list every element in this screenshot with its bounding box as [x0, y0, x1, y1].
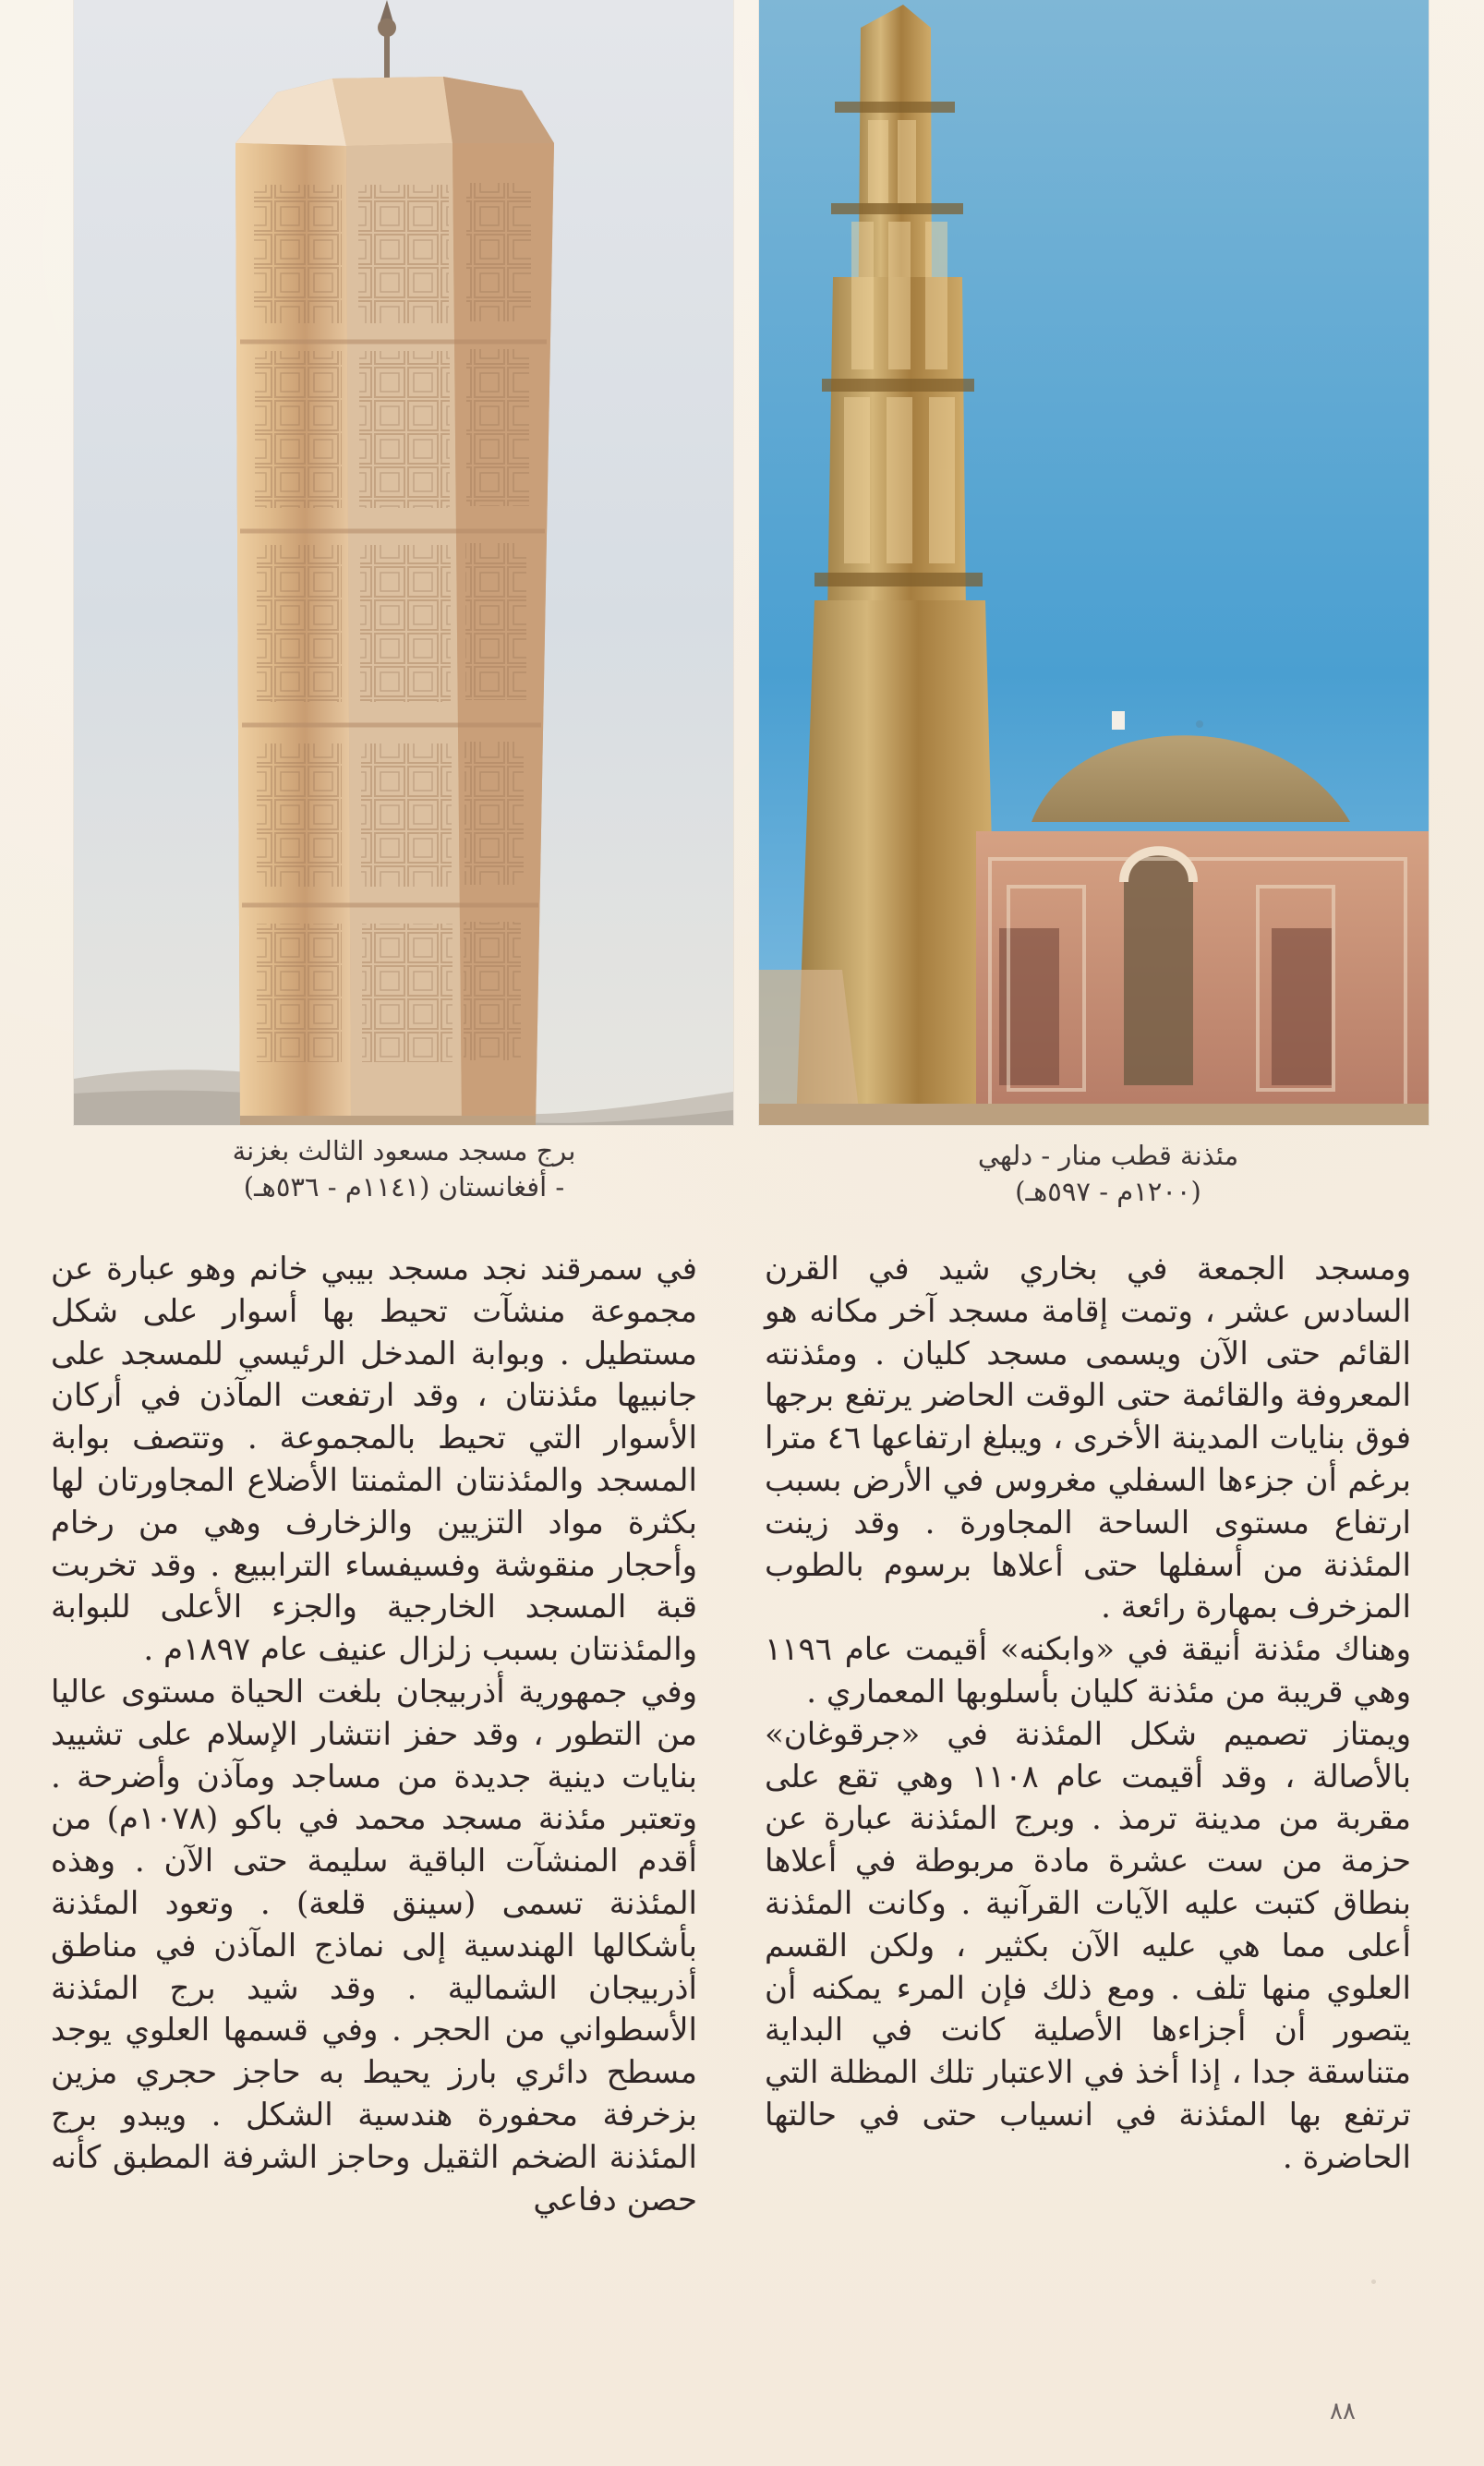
- scan-speck: [1196, 720, 1203, 728]
- scan-speck: [109, 1393, 115, 1398]
- right-photo-caption: [887, 1138, 1330, 1210]
- left-paragraph-1: في سمرقند نجد مسجد بيبي خانم وهو عبارة عن مجموعة منشآت تحيط بها أسوار على شكل مستطيل . وبوابة المدخل الرئيسي للمسجد على جانبيها مئذنتان ، وقد ارتفعت المآذن في أركان الأسوار التي تحيط بالمجموعة . وتتصف بوابة المسجد والمئذنتان المثمنتا الأضلاع المجاورتان لها بكثرة مواد التزيين والزخارف وهي من رخام وأحجار منقوشة وفسيفساء التراببيع . وقد تخربت قبة المسجد الخارجية والجزء الأعلى للبوابة والمئذنتان بسبب زلزال عنيف عام ١٨٩٧م .: [51, 1251, 697, 1669]
- right-caption-line-1: مئذنة قطب منار - دلهي: [977, 1140, 1239, 1171]
- left-text-column: [51, 1249, 697, 2221]
- left-photo-caption: [106, 1133, 702, 1205]
- page-number: ٨٨: [1330, 2398, 1356, 2425]
- right-photo-qutb-minar: [759, 0, 1429, 1125]
- left-caption-line-2: - أفغانستان (١١٤١م - ٥٣٦هـ): [243, 1171, 565, 1203]
- ghazni-tower-illustration: [74, 0, 733, 1125]
- right-paragraph-2: وهناك مئذنة أنيقة في «وابكنه» أقيمت عام ١١٩٦ وهي قريبة من مئذنة كليان بأسلوبها المعماري .: [765, 1631, 1411, 1710]
- right-paragraph-1: ومسجد الجمعة في بخاري شيد في القرن السادس عشر ، وتمت إقامة مسجد آخر مكانه هو القائم حتى الآن ويسمى مسجد كليان . ومئذنته المعروفة والقائمة حتى الوقت الحاضر يرتفع برجها فوق بنايات المدينة الأخرى ، ويبلغ ارتفاعها ٤٦ مترا برغم أن جزءها السفلي مغروس في الأرض بسبب ارتفاع مستوى الساحة المجاورة . وقد زينت المئذنة من أسفلها حتى أعلاها برسوم بالطوب المزخرف بمهارة رائعة .: [765, 1251, 1411, 1626]
- left-photo-ghazni-minaret: [74, 0, 733, 1125]
- scan-speck: [1371, 2279, 1376, 2284]
- right-text-column: [765, 1249, 1411, 2180]
- right-caption-line-2: (١٢٠٠م - ٥٩٧هـ): [1015, 1176, 1201, 1207]
- left-caption-line-1: برج مسجد مسعود الثالث بغزنة: [232, 1135, 576, 1167]
- right-paragraph-3: ويمتاز تصميم شكل المئذنة في «جرقوغان» بالأصالة ، وقد أقيمت عام ١١٠٨ وهي تقع على مقربة من مدينة ترمذ . وبرج المئذنة عبارة عن حزمة من ست عشرة مادة مربوطة في أعلاها بنطاق كتبت عليه الآيات القرآنية . وكانت المئذنة أعلى مما هي عليه الآن بكثير ، ولكن القسم العلوي منها تلف . ومع ذلك فإن المرء يمكنه أن يتصور أن أجزاءها الأصلية كانت في البداية متناسقة جدا ، إذا أخذ في الاعتبار تلك المظلة التي ترتفع بها المئذنة في انسياب حتى في حالتها الحاضرة .: [765, 1715, 1412, 2176]
- qutb-minar-illustration: [759, 0, 1429, 1125]
- left-paragraph-2: وفي جمهورية أذربيجان بلغت الحياة مستوى عاليا من التطور ، وقد حفز انتشار الإسلام على تشييد بنايات دينية جديدة من مساجد ومآذن وأضرحة . وتعتبر مئذنة مسجد محمد في باكو (١٠٧٨م) من أقدم المنشآت الباقية سليمة حتى الآن . وهذه المئذنة تسمى (سينق قلعة) . وتعود المئذنة بأشكالها الهندسية إلى نماذج المآذن في مناطق أذربيجان الشمالية . وقد شيد برج المئذنة الأسطواني من الحجر . وفي قسمها العلوي يوجد مسطح دائري بارز يحيط به حاجز حجري مزين بزخرفة محفورة هندسية الشكل . ويبدو برج المئذنة الضخم الثقيل وحاجز الشرفة المطبق كأنه حصن دفاعي: [51, 1673, 697, 2218]
